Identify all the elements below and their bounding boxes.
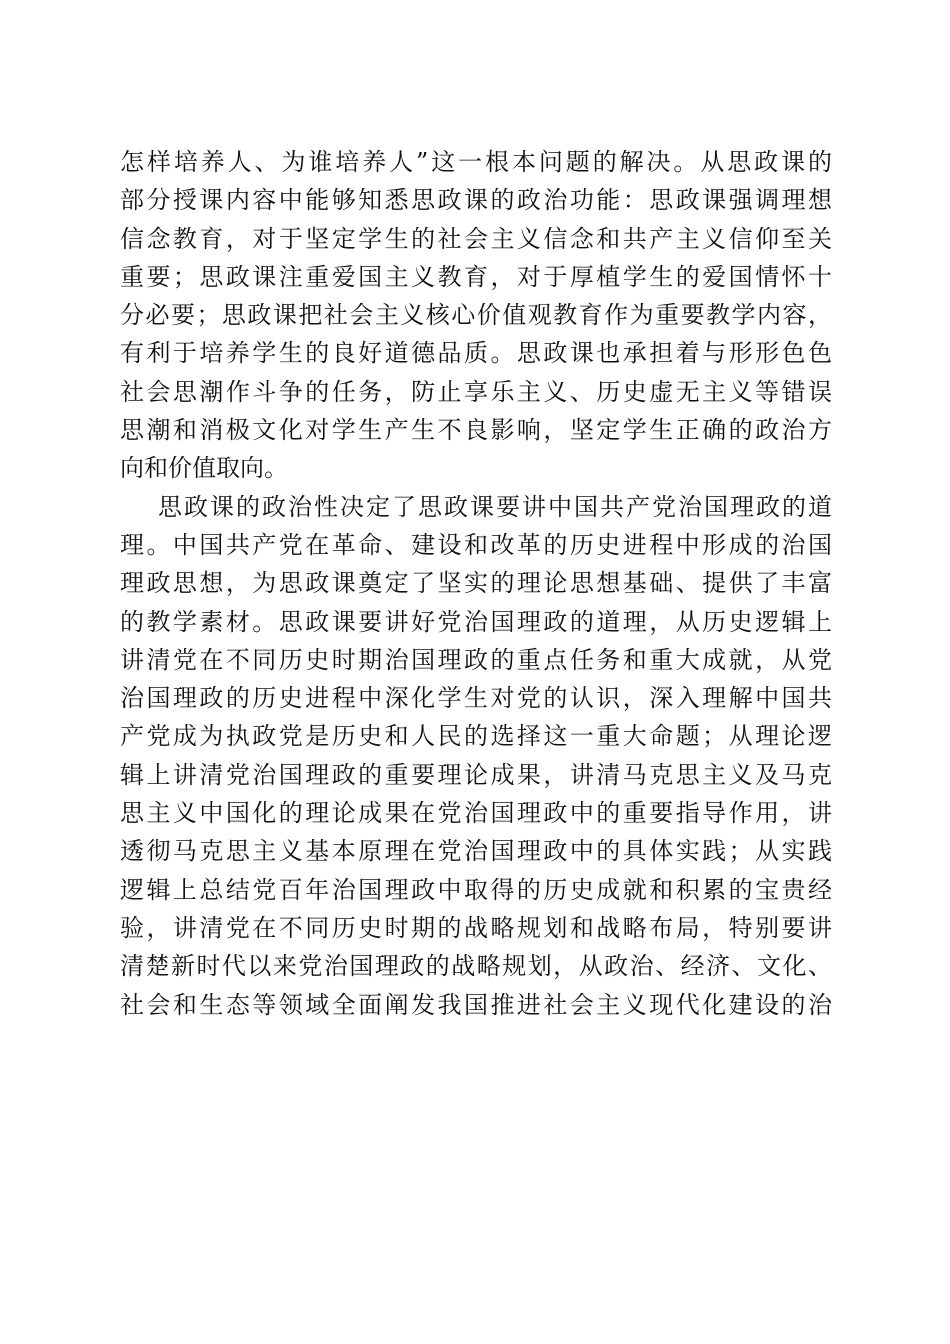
text-line: 有利于培养学生的良好道德品质。思政课也承担着与形形色色 [120,339,832,368]
text-line: 清楚新时代以来党治国理政的战略规划，从政治、经济、文化、 [120,952,832,981]
text-line: 思潮和消极文化对学生产生不良影响，坚定学生正确的政治方 [120,416,832,445]
text-line: 社会思潮作斗争的任务，防止享乐主义、历史虚无主义等错误 [120,377,832,406]
text-line: 讲清党在不同历史时期治国理政的重点任务和重大成就，从党 [120,645,832,674]
text-line: 重要；思政课注重爱国主义教育，对于厚植学生的爱国情怀十 [120,262,832,291]
text-line: 逻辑上总结党百年治国理政中取得的历史成就和积累的宝贵经 [120,875,832,904]
text-line: 思政课的政治性决定了思政课要讲中国共产党治国理政的道 [158,492,832,521]
text-line: 部分授课内容中能够知悉思政课的政治功能：思政课强调理想 [120,186,832,215]
text-line: 辑上讲清党治国理政的重要理论成果，讲清马克思主义及马克 [120,760,832,789]
text-line: 思主义中国化的理论成果在党治国理政中的重要指导作用，讲 [120,799,832,828]
text-line: 信念教育，对于坚定学生的社会主义信念和共产主义信仰至关 [120,224,832,253]
text-line: 验，讲清党在不同历史时期的战略规划和战略布局，特别要讲 [120,913,832,942]
text-line: 怎样培养人、为谁培养人”这一根本问题的解决。从思政课的 [120,148,832,176]
text-line: 理政思想，为思政课奠定了坚实的理论思想基础、提供了丰富 [120,569,832,598]
text-line: 治国理政的历史进程中深化学生对党的认识，深入理解中国共 [120,684,832,713]
paragraph-1 [120,143,832,488]
text-line: 产党成为执政党是历史和人民的选择这一重大命题；从理论逻 [120,722,832,751]
text-line: 透彻马克思主义基本原理在党治国理政中的具体实践；从实践 [120,837,832,866]
text-line: 分必要；思政课把社会主义核心价值观教育作为重要教学内容， [120,301,832,330]
text-line: 向和价值取向。 [120,454,288,483]
body-text [120,143,832,1024]
paragraph-2 [120,488,832,1024]
text-line: 的教学素材。思政课要讲好党治国理政的道理，从历史逻辑上 [120,607,832,636]
text-line: 社会和生态等领域全面阐发我国推进社会主义现代化建设的治 [120,990,832,1019]
text-line: 理。中国共产党在革命、建设和改革的历史进程中形成的治国 [120,530,832,559]
